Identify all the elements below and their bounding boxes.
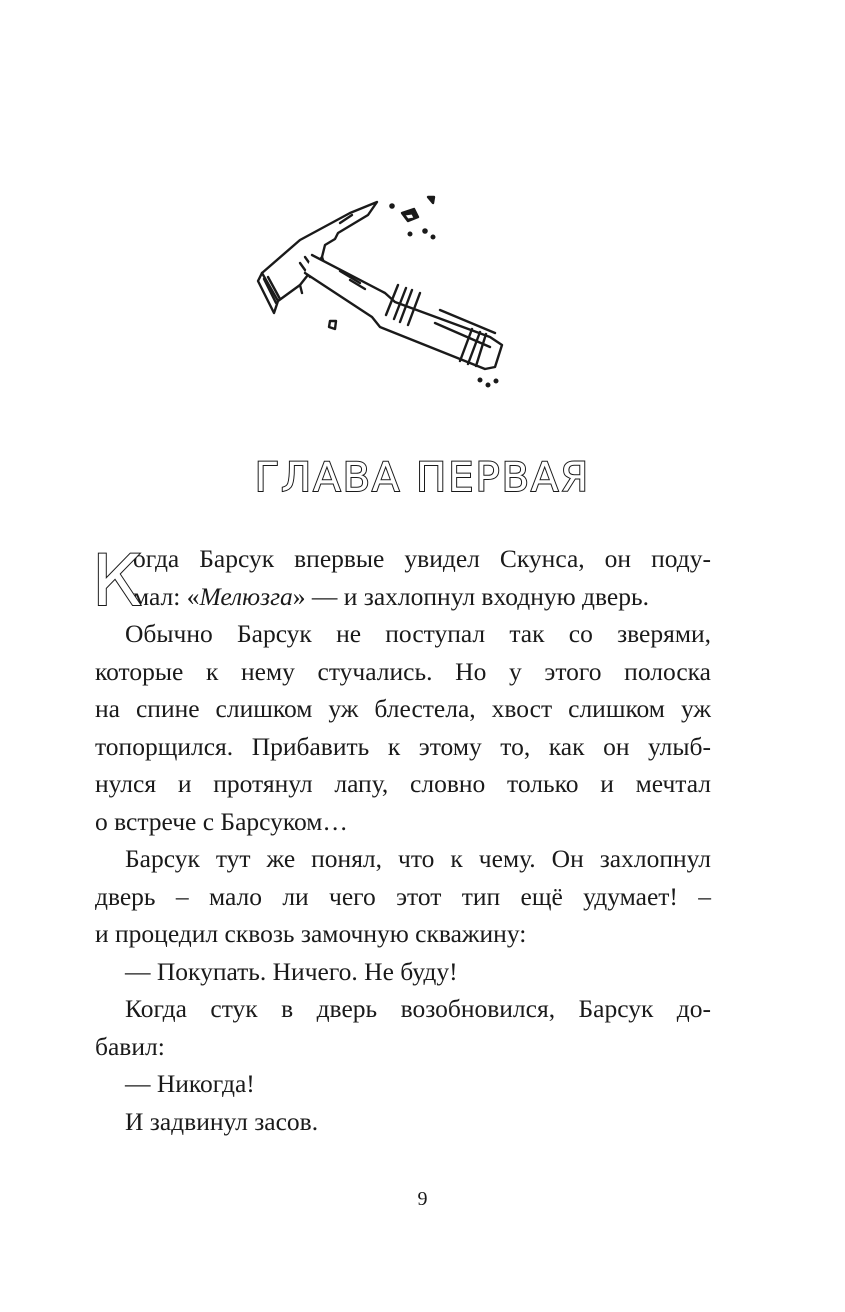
chapter-text (92, 540, 711, 1140)
hammer-icon (240, 185, 545, 395)
text-line: И задвинул засов. (125, 1106, 319, 1136)
text-line: огда Барсук впервые увидел Скунса, он поду- (133, 544, 711, 573)
hammer-illustration (240, 185, 545, 395)
chapter-title: ГЛАВА ПЕРВАЯ (254, 455, 591, 501)
text-line: — Никогда! (125, 1069, 255, 1098)
emphasis-word: Мелюзга (199, 581, 293, 611)
text-fragment: мал: « (133, 581, 200, 611)
text-line: о встрече с Барсуком… (95, 806, 348, 836)
text-fragment: » — и захлопнул входную дверь. (292, 581, 649, 611)
text-line: нулся и протянул лапу, словно только и мечтал (95, 769, 711, 798)
text-line: бавил: (95, 1031, 165, 1061)
text-line: Когда стук в дверь возобновился, Барсук до- (125, 994, 711, 1023)
page-number: 9 (417, 1188, 428, 1210)
text-line: Барсук тут же понял, что к чему. Он захлопнул (125, 844, 711, 873)
text-line: — Покупать. Ничего. Не буду! (125, 956, 458, 986)
text-line: дверь – мало ли чего этот тип ещё удумает! – (95, 881, 711, 911)
text-line: на спине слишком уж блестела, хвост слишком уж (95, 694, 711, 723)
drop-cap: К (92, 540, 142, 622)
text-line: Обычно Барсук не поступал так со зверями, (125, 619, 711, 648)
text-line: топорщился. Прибавить к этому то, как он улыб- (95, 731, 711, 761)
text-line (95, 578, 711, 616)
text-line: и процедил сквозь замочную скважину: (95, 919, 527, 948)
text-line: которые к нему стучались. Но у этого полоска (95, 656, 711, 686)
